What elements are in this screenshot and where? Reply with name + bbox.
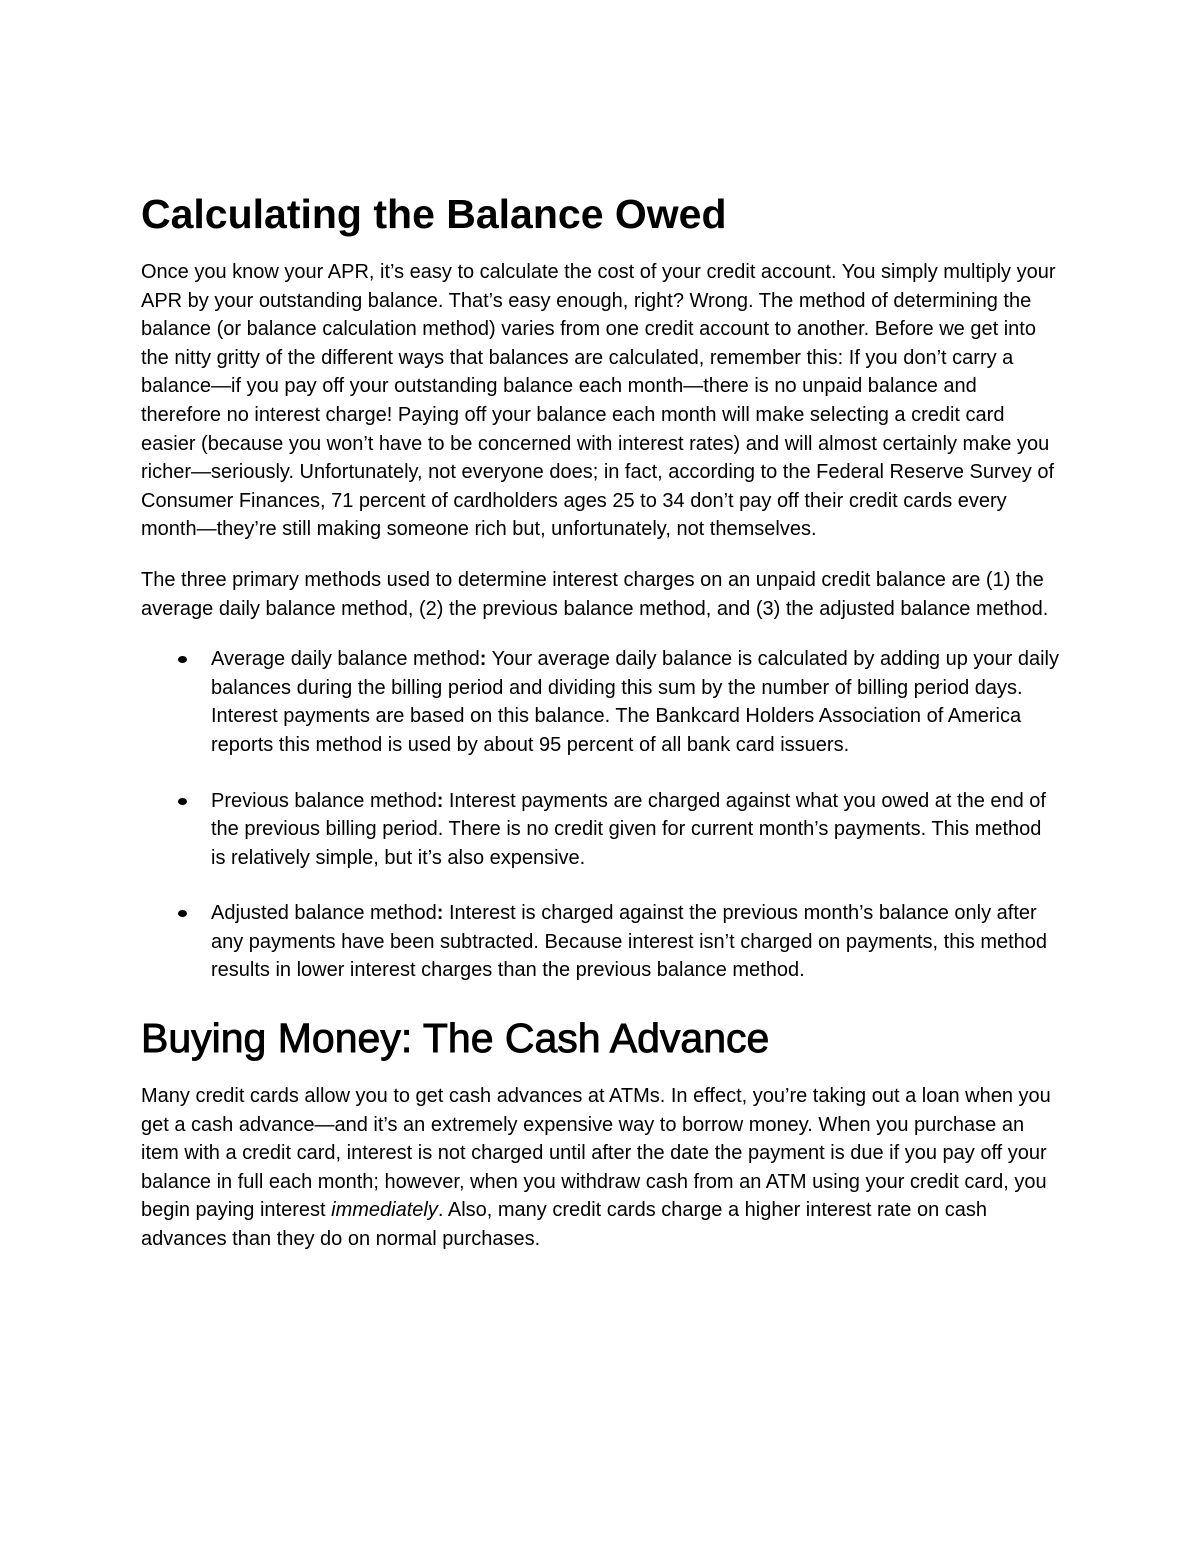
method-colon: : (436, 902, 444, 925)
methods-list (141, 645, 1061, 985)
method-description: Your average daily balance is calculated by adding up your daily balances during the billing period and dividing this sum by the number of billing period days. Interest payments are based on this balance. The Bankcard Holders Association of America reports this method is used by about 95 percent of all bank card issuers. (211, 648, 1059, 756)
list-item (141, 787, 1061, 873)
method-colon: : (479, 648, 487, 671)
cash-advance-text-end: . Also, many credit cards charge a higher interest rate on cash advances than they do on normal purchases. (141, 1199, 988, 1251)
cash-advance-text: Many credit cards allow you to get cash advances at ATMs. In effect, you’re taking out a loan when you get a cash advance—and it’s an extremely expensive way to borrow money. When you purchase an item with a credit card, interest is not charged until after the date the payment is due if you pay off your balance in full each month; however, when you withdraw cash from an ATM using your credit card, you begin paying interest (141, 1085, 1051, 1222)
method-description: Interest payments are charged against what you owed at the end of the previous billing period. There is no credit given for current month’s payments. This method is relatively simple, but it’s also expensive. (211, 789, 1046, 869)
emphasis-immediately: immediately (331, 1199, 438, 1222)
heading-calculating-balance: Calculating the Balance Owed (141, 191, 727, 237)
paragraph-cash-advance (141, 1082, 1061, 1254)
method-colon: : (436, 789, 444, 812)
list-item (141, 899, 1061, 985)
document-page (141, 188, 1061, 1276)
paragraph-three-methods: The three primary methods used to determine interest charges on an unpaid credit balance are (1) the average daily balance method, (2) the previous balance method, and (3) the adjusted balance method. (141, 568, 1049, 620)
method-description: Interest is charged against the previous month’s balance only after any payments have been subtracted. Because interest isn’t charged on payments, this method results in lower interest charges than the previous balance method. (211, 902, 1048, 982)
list-item (141, 645, 1061, 759)
method-term: Average daily balance method (211, 648, 480, 671)
bullet-icon (178, 910, 187, 917)
bullet-icon (178, 798, 187, 805)
paragraph-apr-intro: Once you know your APR, it’s easy to calculate the cost of your credit account. You simply multiply your APR by your outstanding balance. That’s easy enough, right? Wrong. The method of determining the balance (or balance calculation method) varies from one credit account to another. Before we get into the nitty gritty of the different ways that balances are calculated, remember this: If you don’t carry a balance—if you pay off your outstanding balance each month—there is no unpaid balance and therefore no interest charge! Paying off your balance each month will make selecting a credit card easier (because you won’t have to be concerned with interest rates) and will almost certainly make you richer—seriously. Unfortunately, not everyone does; in fact, according to the Federal Reserve Survey of Consumer Finances, 71 percent of cardholders ages 25 to 34 don’t pay off their credit cards every month—they’re still making someone rich but, unfortunately, not themselves. (141, 261, 1056, 541)
heading-cash-advance: Buying Money: The Cash Advance (141, 1015, 770, 1062)
bullet-icon (178, 656, 187, 663)
method-term: Adjusted balance method (211, 902, 437, 925)
method-term: Previous balance method (211, 789, 437, 812)
